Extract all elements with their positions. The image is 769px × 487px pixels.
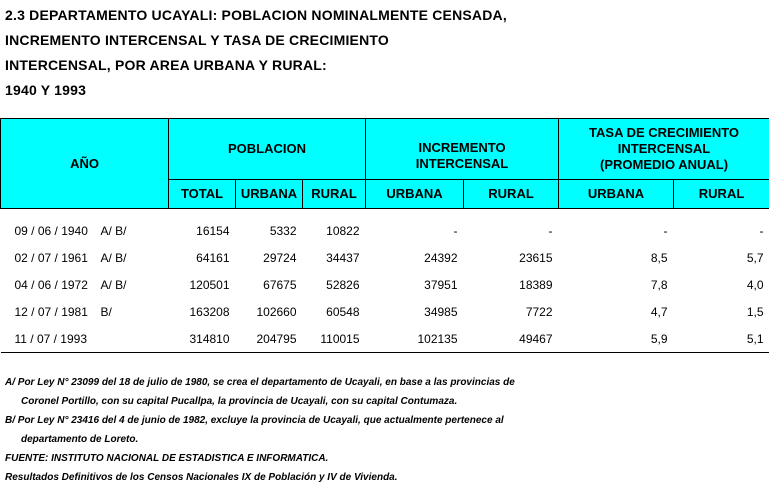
row-date: 02 / 07 / 1961 [1,244,101,271]
row-date: 12 / 07 / 1981 [1,298,101,325]
table-row [1,271,769,298]
header-poblacion: POBLACION [169,119,366,180]
header-tasa-urbana: URBANA [559,180,674,209]
cell-inc-rural: 49467 [464,325,559,353]
row-note: B/ [101,298,169,325]
cell-tasa-rural: 1,5 [674,298,769,325]
cell-inc-rural: 7722 [464,298,559,325]
footnote-a-line2: Coronel Portillo, con su capital Pucallpa, la provincia de Ucayali, con su capital Contumaza. [5,392,515,411]
cell-tasa-urbana: 5,9 [559,325,674,353]
results-line: Resultados Definitivos de los Censos Nacionales IX de Población y IV de Vivienda. [5,468,515,487]
cell-rural: 34437 [303,244,366,271]
cell-inc-urbana: - [366,217,464,244]
cell-total: 314810 [169,325,236,353]
cell-rural: 60548 [303,298,366,325]
cell-inc-urbana: 34985 [366,298,464,325]
cell-rural: 10822 [303,217,366,244]
header-poblacion-total: TOTAL [169,180,236,209]
cell-urbana: 102660 [236,298,303,325]
cell-total: 64161 [169,244,236,271]
row-date: 09 / 06 / 1940 [1,217,101,244]
footnotes [5,373,515,487]
cell-tasa-urbana: 7,8 [559,271,674,298]
header-anio: AÑO [1,119,169,209]
table-row [1,217,769,244]
header-poblacion-urbana: URBANA [236,180,303,209]
cell-inc-rural: 23615 [464,244,559,271]
table-title-line-3: INTERCENSAL, POR AREA URBANA Y RURAL: [5,57,327,73]
header-tasa: TASA DE CRECIMIENTO INTERCENSAL (PROMEDIO ANUAL) [559,119,769,180]
cell-total: 163208 [169,298,236,325]
footnote-b-line1: B/ Por Ley N° 23416 del 4 de junio de 1982, excluye la provincia de Ucayali, que actualmente pertenece al [5,411,515,430]
row-date: 04 / 06 / 1972 [1,271,101,298]
table-row [1,244,769,271]
cell-urbana: 204795 [236,325,303,353]
cell-tasa-rural: 5,1 [674,325,769,353]
footnote-a-line1: A/ Por Ley N° 23099 del 18 de julio de 1980, se crea el departamento de Ucayali, en base a las provincias de [5,373,515,392]
cell-inc-urbana: 37951 [366,271,464,298]
table-title-line-2: INCREMENTO INTERCENSAL Y TASA DE CRECIMIENTO [5,32,389,48]
row-date: 11 / 07 / 1993 [1,325,101,353]
table-title-line-4: 1940 Y 1993 [5,82,86,98]
header-incremento: INCREMENTO INTERCENSAL [366,119,559,180]
table-title-line-1: 2.3 DEPARTAMENTO UCAYALI: POBLACION NOMINALMENTE CENSADA, [5,7,507,23]
cell-tasa-urbana: 8,5 [559,244,674,271]
cell-tasa-rural: - [674,217,769,244]
cell-urbana: 5332 [236,217,303,244]
row-note: A/ B/ [101,217,169,244]
cell-tasa-rural: 5,7 [674,244,769,271]
cell-urbana: 29724 [236,244,303,271]
cell-urbana: 67675 [236,271,303,298]
cell-tasa-urbana: - [559,217,674,244]
cell-inc-urbana: 24392 [366,244,464,271]
cell-tasa-urbana: 4,7 [559,298,674,325]
cell-inc-rural: 18389 [464,271,559,298]
header-incremento-rural: RURAL [464,180,559,209]
cell-total: 120501 [169,271,236,298]
row-note: A/ B/ [101,244,169,271]
cell-inc-urbana: 102135 [366,325,464,353]
cell-tasa-rural: 4,0 [674,271,769,298]
header-poblacion-rural: RURAL [303,180,366,209]
table-row [1,325,769,353]
table-row [1,298,769,325]
footnote-b-line2: departamento de Loreto. [5,430,515,449]
cell-total: 16154 [169,217,236,244]
census-table [0,118,769,353]
cell-rural: 110015 [303,325,366,353]
header-tasa-rural: RURAL [674,180,769,209]
source-line: FUENTE: INSTITUTO NACIONAL DE ESTADISTICA E INFORMATICA. [5,449,515,468]
cell-rural: 52826 [303,271,366,298]
header-incremento-urbana: URBANA [366,180,464,209]
row-note: A/ B/ [101,271,169,298]
row-note [101,325,169,353]
cell-inc-rural: - [464,217,559,244]
